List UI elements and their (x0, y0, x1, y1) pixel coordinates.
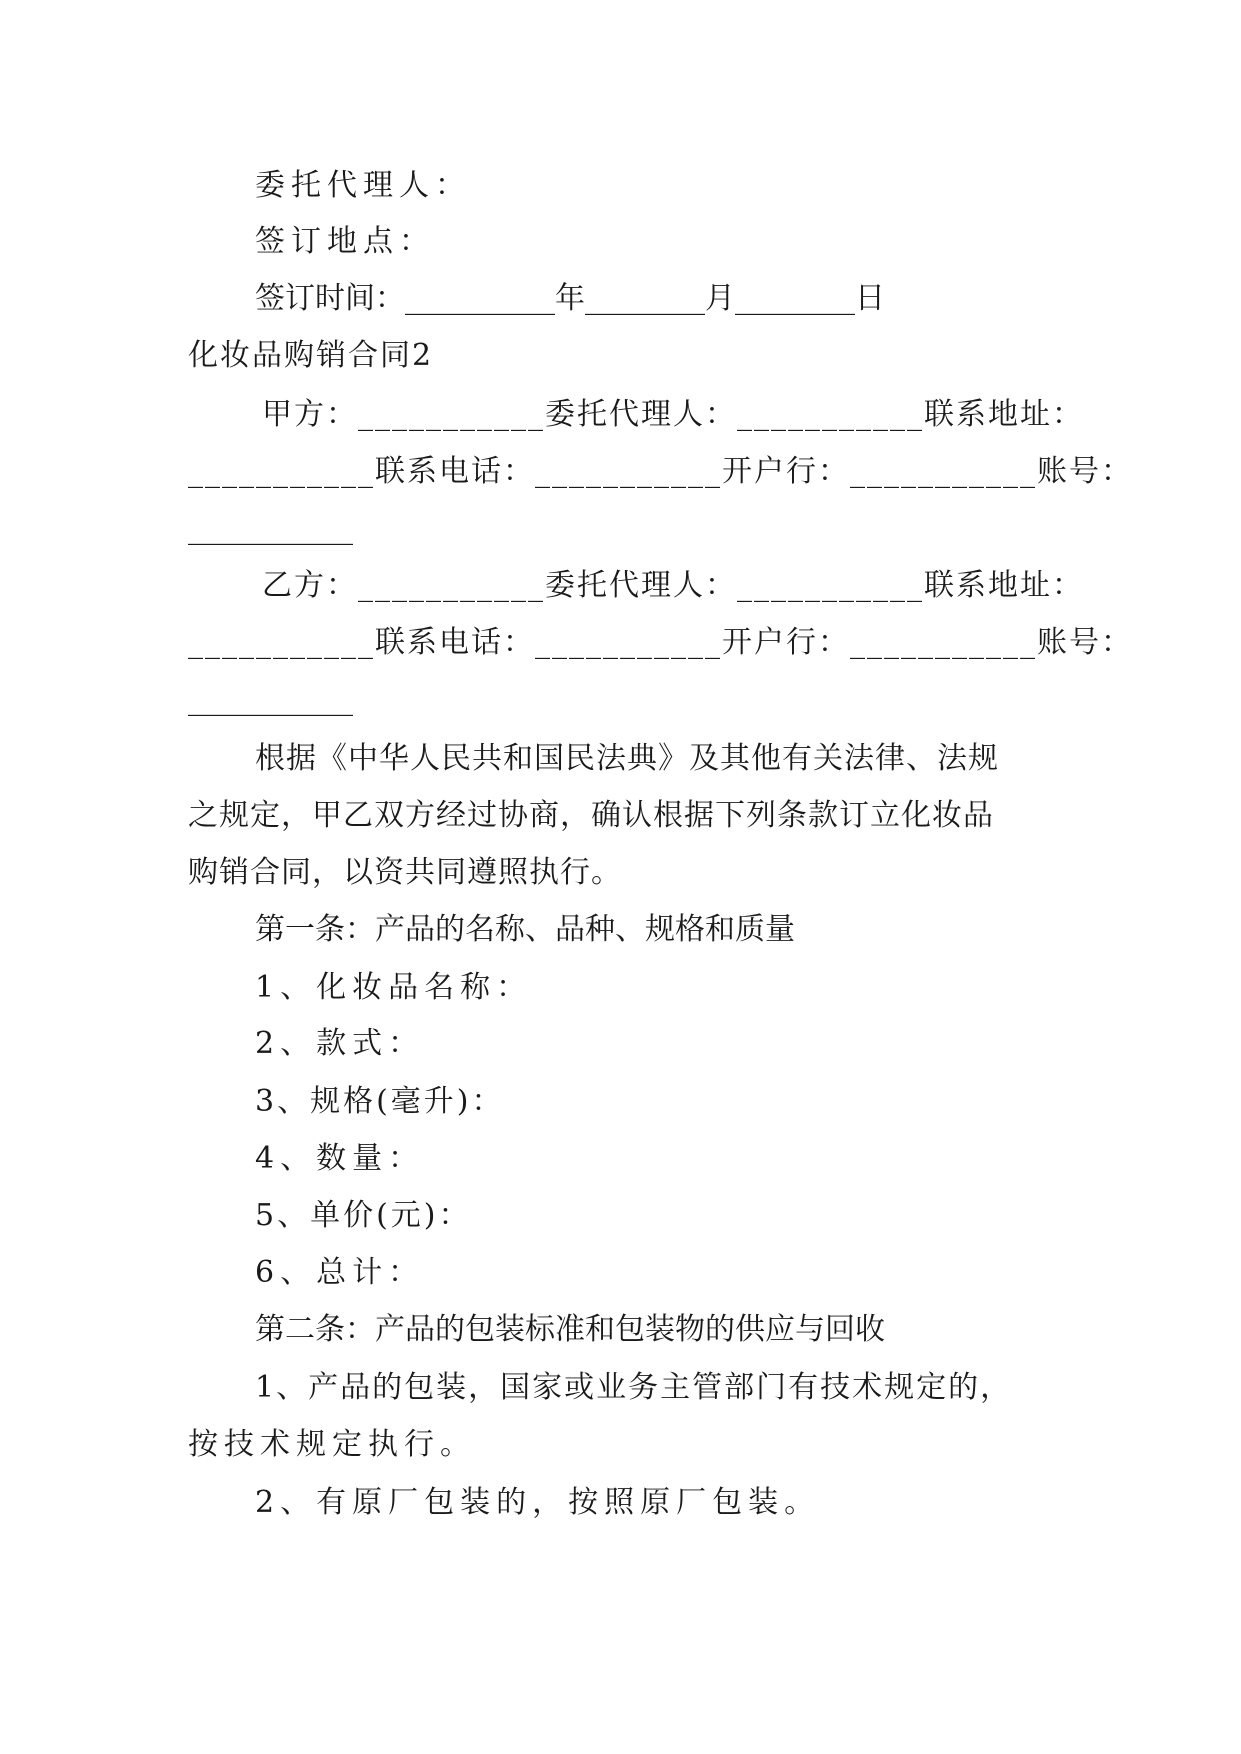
intro-line3: 购销合同，以资共同遵照执行。 (188, 855, 622, 890)
intro-line1: 根据《中华人民共和国民法典》及其他有关法律、法规 (255, 741, 999, 776)
article1-item: 5、单价(元)： (255, 1198, 472, 1233)
party-a-line2: ___________联系电话：___________开户行：___________账号： (188, 454, 1133, 489)
party-b-line1: 乙方：___________委托代理人：___________联系地址： (262, 568, 1084, 603)
party-a-line1: 甲方：___________委托代理人：___________联系地址： (262, 397, 1084, 432)
article2-item2: 2、有原厂包装的，按照原厂包装。 (255, 1485, 821, 1520)
sign-time-line: 签订时间：__________年________月________日 (255, 281, 885, 316)
article2-heading: 第二条：产品的包装标准和包装物的供应与回收 (255, 1312, 885, 1347)
sign-agent-line: 委托代理人： (255, 168, 471, 203)
party-a-line3: ___________ (188, 511, 353, 546)
article1-item: 6、总计： (255, 1255, 425, 1290)
sign-place-line: 签订地点： (255, 224, 435, 259)
party-b-line3: ___________ (188, 682, 353, 717)
article1-item: 3、规格(毫升)： (255, 1084, 505, 1119)
article1-item: 2、款式： (255, 1026, 425, 1061)
party-b-line2: ___________联系电话：___________开户行：___________账号： (188, 625, 1133, 660)
intro-line2: 之规定，甲乙双方经过协商，确认根据下列条款订立化妆品 (188, 798, 994, 833)
article2-item1-line2: 按技术规定执行。 (188, 1427, 476, 1462)
article1-item: 4、数量： (255, 1141, 425, 1176)
article1-heading: 第一条：产品的名称、品种、规格和质量 (255, 912, 795, 947)
contract-title: 化妆品购销合同2 (188, 338, 434, 373)
article2-item1-line1: 1、产品的包装，国家或业务主管部门有技术规定的， (255, 1370, 1013, 1405)
article1-item: 1、化妆品名称： (255, 970, 533, 1005)
